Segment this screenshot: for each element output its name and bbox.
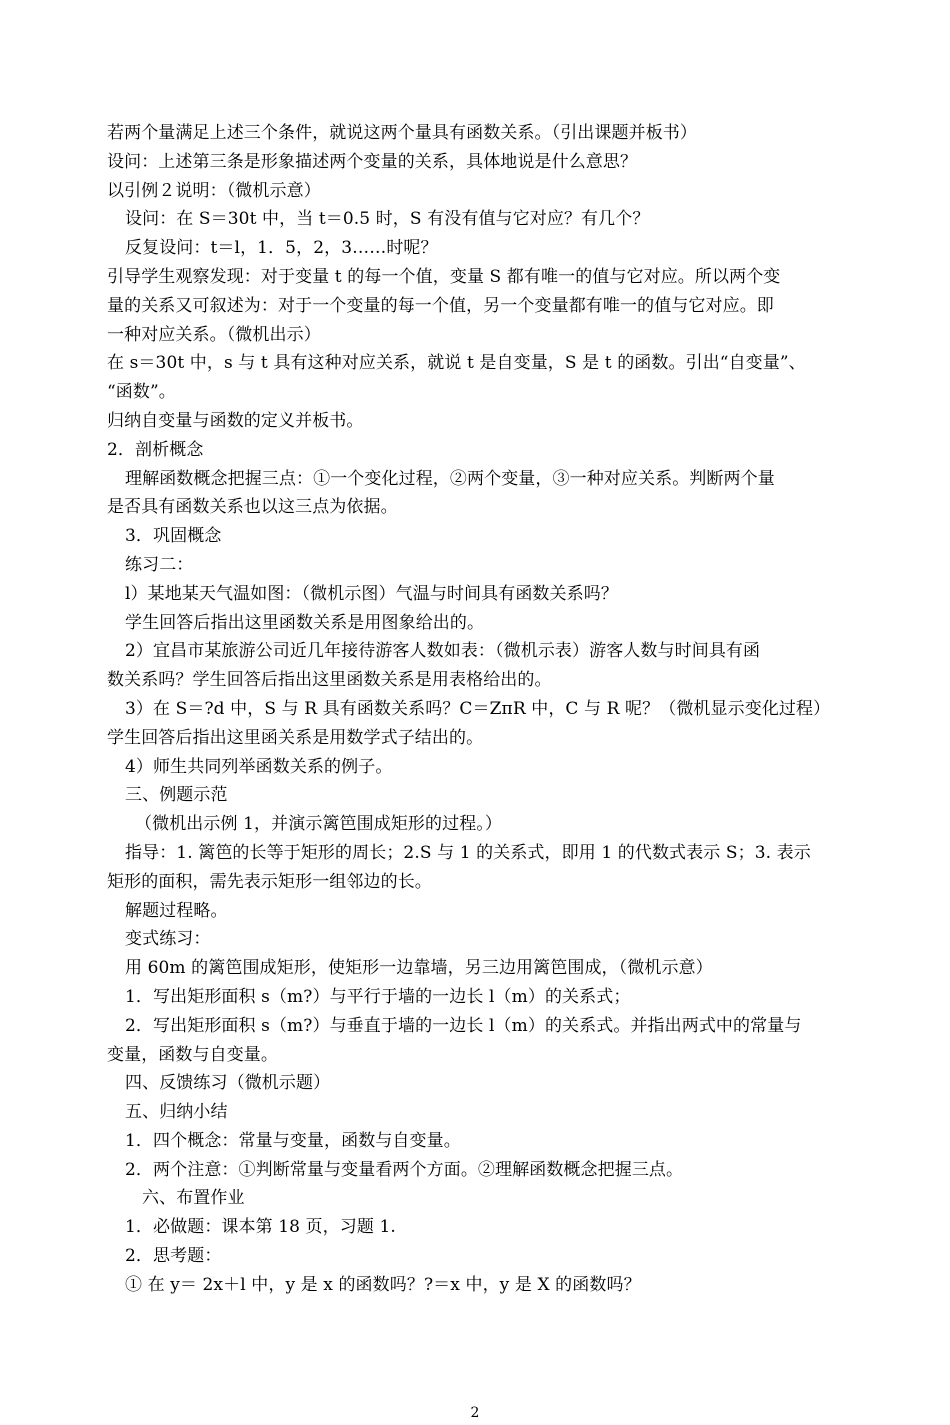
text-line: 引导学生观察发现：对于变量 t 的每一个值，变量 S 都有唯一的值与它对应。所以两个变 — [107, 266, 781, 287]
text-line: 3．巩固概念 — [125, 526, 222, 547]
text-line: 变式练习： — [125, 929, 211, 950]
text-line: 指导：1. 篱笆的长等于矩形的周长；2.S 与 1 的关系式，即用 1 的代数式表示 S；3. 表示 — [125, 842, 811, 863]
text-line: 理解函数概念把握三点：①一个变化过程，②两个变量，③一种对应关系。判断两个量 — [125, 468, 775, 489]
text-line: 解题过程略。 — [125, 900, 228, 921]
document-body — [107, 119, 847, 1300]
page-number: 2 — [470, 1405, 480, 1421]
text-line: 2．思考题： — [125, 1246, 222, 1267]
text-line: 在 s＝30t 中，s 与 t 具有这种对应关系，就说 t 是自变量，S 是 t 的函数。引出“自变量”、 — [107, 353, 806, 374]
text-line: 设问：上述第三条是形象描述两个变量的关系，具体地说是什么意思？ — [107, 151, 638, 172]
text-line: 三、例题示范 — [125, 785, 228, 806]
text-line: 学生回答后指出这里函关系是用数学式子结出的。 — [107, 727, 484, 748]
text-line: 练习二： — [125, 554, 194, 575]
text-line: 学生回答后指出这里函数关系是用图象给出的。 — [125, 612, 485, 633]
text-line: 1．写出矩形面积 s（m?）与平行于墙的一边长 l（m）的关系式； — [125, 986, 631, 1007]
text-line: 4）师生共同列举函数关系的例子。 — [125, 756, 393, 777]
text-line: 1．四个概念：常量与变量，函数与自变量。 — [125, 1130, 461, 1151]
text-line: 一种对应关系。（微机出示） — [107, 324, 321, 345]
text-line: （微机出示例 1，并演示篱笆围成矩形的过程。） — [135, 814, 503, 835]
text-line: 2．两个注意：①判断常量与变量看两个方面。②理解函数概念把握三点。 — [125, 1159, 684, 1180]
text-line: 五、归纳小结 — [125, 1102, 228, 1123]
text-line: ① 在 y＝ 2x＋l 中，y 是 x 的函数吗？?＝x 中，y 是 X 的函数吗？ — [125, 1274, 641, 1295]
text-line: 量的关系又可叙述为：对于一个变量的每一个值，另一个变量都有唯一的值与它对应。即 — [107, 295, 774, 316]
text-line: 矩形的面积，需先表示矩形一组邻边的长。 — [107, 871, 432, 892]
text-line: 六、布置作业 — [142, 1188, 245, 1209]
text-line: 以引例２说明：（微机示意） — [107, 180, 321, 201]
text-line: 数关系吗？学生回答后指出这里函数关系是用表格给出的。 — [107, 670, 552, 691]
text-line: “函数”。 — [107, 382, 176, 403]
text-line: 设问：在 S＝30t 中，当 t＝0.5 时，S 有没有值与它对应？有几个？ — [125, 209, 650, 230]
text-line: 3）在 S＝?d 中，S 与 R 具有函数关系吗？C＝ZπR 中，C 与 R 呢？（微机显示变化过程） — [125, 698, 831, 719]
text-line: 2．剖析概念 — [107, 439, 204, 460]
text-line: 变量，函数与自变量。 — [107, 1044, 278, 1065]
text-line: 反复设问：t＝l，1．5，2，3……时呢？ — [125, 238, 438, 259]
text-line: 1．必做题：课本第 18 页，习题 1. — [125, 1217, 396, 1238]
text-line: 2）宜昌市某旅游公司近几年接待游客人数如表：（微机示表）游客人数与时间具有函 — [125, 641, 761, 662]
text-line: 2．写出矩形面积 s（m?）与垂直于墙的一边长 l（m）的关系式。并指出两式中的常量与 — [125, 1015, 802, 1036]
text-line: 是否具有函数关系也以这三点为依据。 — [107, 497, 398, 518]
text-line: l）某地某天气温如图：（微机示图）气温与时间具有函数关系吗？ — [125, 583, 618, 604]
text-line: 归纳自变量与函数的定义并板书。 — [107, 410, 364, 431]
text-line: 用 60m 的篱笆围成矩形，使矩形一边靠墙，另三边用篱笆围成，（微机示意） — [125, 958, 713, 979]
text-line: 若两个量满足上述三个条件，就说这两个量具有函数关系。（引出课题并板书） — [107, 123, 697, 143]
text-line: 四、反馈练习（微机示题） — [125, 1073, 331, 1094]
